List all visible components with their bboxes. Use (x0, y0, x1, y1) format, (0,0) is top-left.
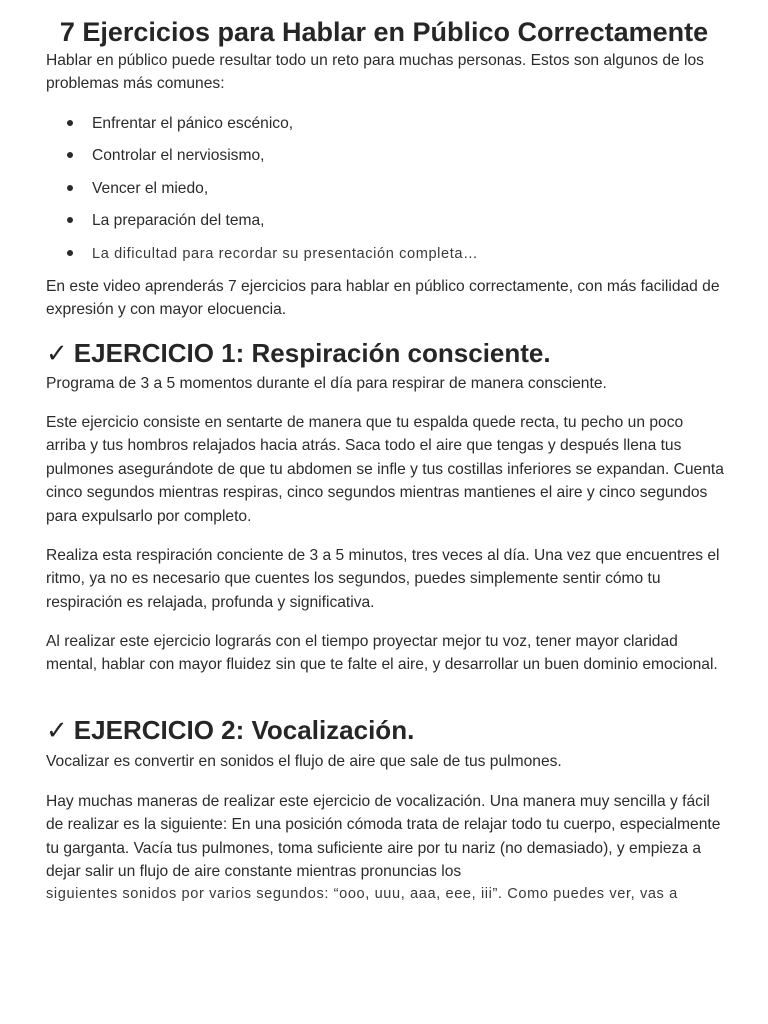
exercise-2-heading: ✓ EJERCICIO 2: Vocalización. (46, 715, 415, 746)
exercise-2-summary: Vocalizar es convertir en sonidos el flujo de aire que sale de tus pulmones. (46, 753, 562, 770)
bullet-icon (67, 185, 73, 191)
list-item: Controlar el nerviosismo, (67, 145, 264, 167)
exercise-1-summary: Programa de 3 a 5 momentos durante el día para respirar de manera consciente. (46, 375, 607, 392)
checkmark-icon: ✓ (46, 716, 68, 746)
exercise-1-heading: ✓ EJERCICIO 1: Respiración consciente. (46, 338, 551, 369)
exercise-2-instructions-continued: siguientes sonidos por varios segundos: “ooo, uuu, aaa, eee, iii”. Como puedes ver, vas a (46, 886, 678, 902)
video-intro-paragraph: En este video aprenderás 7 ejercicios para hablar en público correctamente, con más facilidad de expresión y con mayor elocuencia. (46, 278, 720, 319)
exercise-1-duration: Realiza esta respiración conciente de 3 a 5 minutos, tres veces al día. Una vez que encuentres el ritmo, ya no es necesario que cuentes los segundos, puedes simplemente sentir cómo tu respiración es relajada, profunda y significativa. (46, 547, 720, 611)
list-item: La preparación del tema, (67, 210, 265, 232)
list-item: La dificultad para recordar su presentación completa… (67, 243, 478, 265)
bullet-icon (67, 120, 73, 126)
list-item: Enfrentar el pánico escénico, (67, 113, 293, 135)
list-item: Vencer el miedo, (67, 178, 208, 200)
bullet-icon (67, 152, 73, 158)
bullet-icon (67, 217, 73, 223)
exercise-2-instructions: Hay muchas maneras de realizar este ejercicio de vocalización. Una manera muy sencilla y fácil de realizar es la siguiente: En una posición cómoda trata de relajar todo tu cuerpo, especialmente tu garganta. Vacía tus pulmones, toma suficiente aire por tu nariz (no demasiado), y empieza a dejar salir un flujo de aire constante mientras pronuncias los (46, 793, 721, 881)
exercise-1-benefits: Al realizar este ejercicio lograrás con el tiempo proyectar mejor tu voz, tener mayor claridad mental, hablar con mayor fluidez sin que te falte el aire, y desarrollar un buen dominio emocional. (46, 633, 718, 674)
intro-paragraph: Hablar en público puede resultar todo un reto para muchas personas. Estos son algunos de los problemas más comunes: (46, 52, 704, 93)
exercise-1-instructions: Este ejercicio consiste en sentarte de manera que tu espalda quede recta, tu pecho un poco arriba y tus hombros relajados hacia atrás. Saca todo el aire que tengas y después llena tus pulmones asegurándote de que tu abdomen se infle y tus costillas inferiores se expandan. Cuenta cinco segundos mientras respiras, cinco segundos mientras mantienes el aire y cinco segundos para expulsarlo por completo. (46, 414, 724, 525)
checkmark-icon: ✓ (46, 339, 68, 369)
bullet-icon (67, 250, 73, 256)
page-title: 7 Ejercicios para Hablar en Público Correctamente (59, 17, 709, 47)
